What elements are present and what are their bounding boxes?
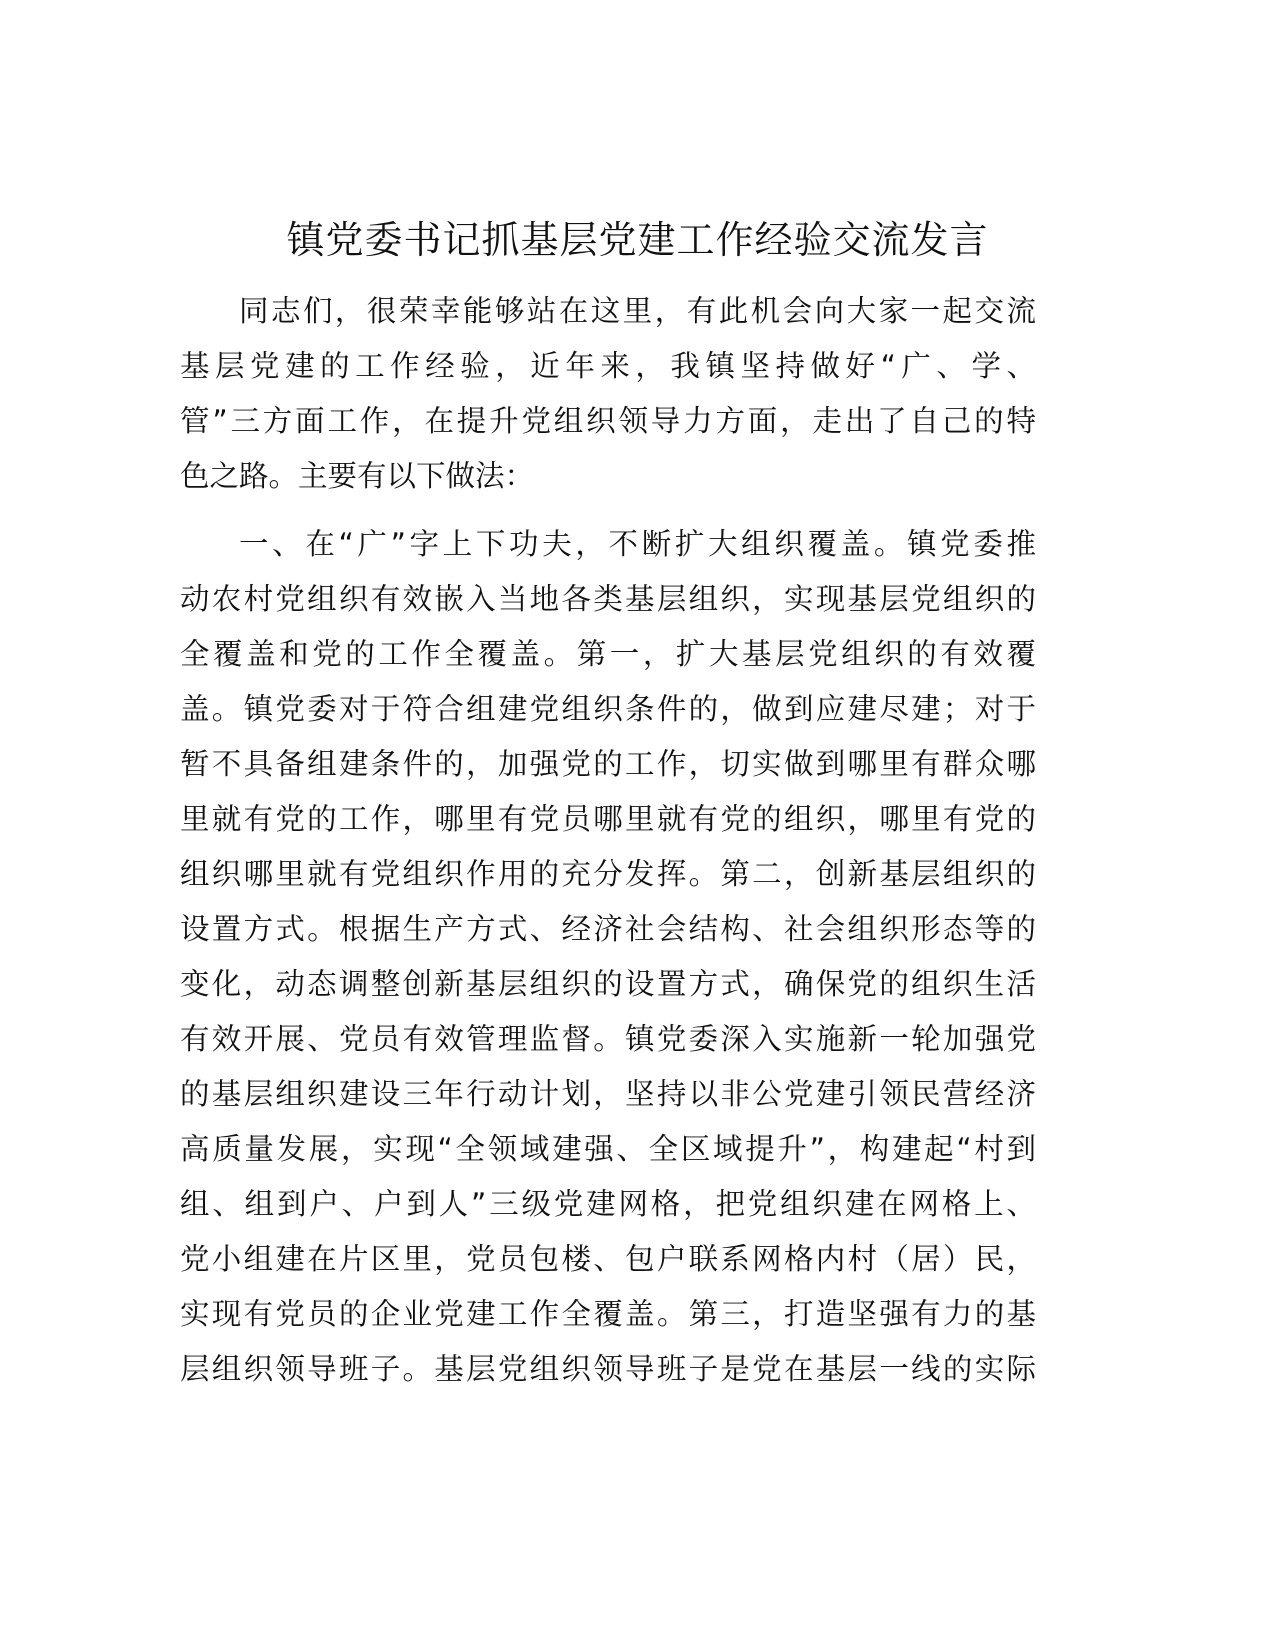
text-line: 的基层组织建设三年行动计划，坚持以非公党建引领民营经济 <box>180 1077 1036 1111</box>
text-line: 变化，动态调整创新基层组织的设置方式，确保党的组织生活 <box>180 967 1036 1001</box>
paragraph <box>180 284 1036 504</box>
text-line: 动农村党组织有效嵌入当地各类基层组织，实现基层党组织的 <box>180 582 1036 616</box>
text-line: 暂不具备组建条件的，加强党的工作，切实做到哪里有群众哪 <box>180 747 1036 781</box>
document-body <box>180 284 1036 1410</box>
text-line: 层组织领导班子。基层党组织领导班子是党在基层一线的实际 <box>180 1352 1036 1386</box>
text-line: 基层党建的工作经验，近年来，我镇坚持做好“广、学、 <box>180 349 1036 383</box>
text-line: 实现有党员的企业党建工作全覆盖。第三，打造坚强有力的基 <box>180 1297 1036 1331</box>
text-line: 组、组到户、户到人”三级党建网格，把党组织建在网格上、 <box>180 1187 1036 1221</box>
text-line: 党小组建在片区里，党员包楼、包户联系网格内村（居）民， <box>180 1242 1036 1276</box>
paragraph <box>180 517 1036 1397</box>
text-line: 全覆盖和党的工作全覆盖。第一，扩大基层党组织的有效覆 <box>180 637 1036 671</box>
text-line: 里就有党的工作，哪里有党员哪里就有党的组织，哪里有党的 <box>180 802 1036 836</box>
document-title: 镇党委书记抓基层党建工作经验交流发言 <box>286 218 989 262</box>
text-line: 同志们，很荣幸能够站在这里，有此机会向大家一起交流 <box>239 294 1036 328</box>
text-line: 盖。镇党委对于符合组建党组织条件的，做到应建尽建；对于 <box>180 692 1036 726</box>
text-line: 高质量发展，实现“全领域建强、全区域提升”，构建起“村到 <box>180 1132 1036 1166</box>
text-line: 一、在“广”字上下功夫，不断扩大组织覆盖。镇党委推 <box>239 527 1036 561</box>
text-line: 色之路。主要有以下做法： <box>180 459 535 493</box>
text-line: 管”三方面工作，在提升党组织领导力方面，走出了自己的特 <box>180 404 1036 438</box>
text-line: 有效开展、党员有效管理监督。镇党委深入实施新一轮加强党 <box>180 1022 1036 1056</box>
text-line: 设置方式。根据生产方式、经济社会结构、社会组织形态等的 <box>180 912 1036 946</box>
text-line: 组织哪里就有党组织作用的充分发挥。第二，创新基层组织的 <box>180 857 1036 891</box>
